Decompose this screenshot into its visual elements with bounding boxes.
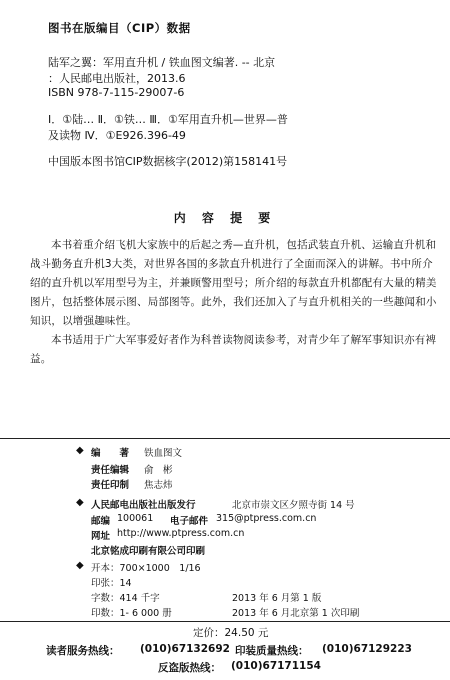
- author-label: 编 著: [91, 448, 130, 459]
- email-value: 315@ptpress.com.cn: [216, 513, 317, 524]
- bullet-icon: ◆: [76, 497, 84, 508]
- piracy-hotline-value: (010)67171154: [231, 660, 321, 672]
- cip-isbn: ISBN 978-7-115-29007-6: [48, 86, 185, 99]
- printing: 2013 年 6 月北京第 1 次印刷: [232, 608, 360, 619]
- cip-record-number: 中国版本图书馆CIP数据核字(2012)第158141号: [48, 155, 288, 168]
- cip-title: 图书在版编目（CIP）数据: [48, 21, 191, 35]
- email-label: 电子邮件: [170, 516, 209, 527]
- word-count: 字数：414 千字: [91, 593, 160, 604]
- website-label: 网址: [91, 531, 111, 542]
- printed-sheets: 印张：14: [91, 578, 132, 589]
- editor-label: 责任编辑: [91, 465, 130, 476]
- postcode-label: 邮编: [91, 516, 111, 527]
- bullet-icon: ◆: [76, 560, 84, 571]
- printer-label: 责任印制: [91, 480, 130, 491]
- author-value: 铁血图文: [144, 448, 183, 459]
- summary-paragraph-1: 本书着重介绍飞机大家族中的后起之秀—直升机，包括武装直升机、运输直升机和战斗勤务直升机3大类，对世界各国的多款直升机进行了全面而深入的讲解。书中所介绍的直升机以军用型号为主，并兼顾警用型号；所介绍的每款直升机都配有大量的精美图片，包括整体展示图、局部图等。此外，我们还加入了与直升机相关的一些趣闻和小知识，以增强趣味性。: [30, 239, 437, 327]
- publisher-name: 人民邮电出版社出版发行: [91, 500, 196, 511]
- service-hotline-label: 读者服务热线：: [46, 645, 120, 657]
- cip-title-line: 陆军之翼：军用直升机 / 铁血图文编著. -- 北京: [48, 56, 276, 69]
- edition: 2013 年 6 月第 1 版: [232, 593, 322, 604]
- summary-paragraph-2: 本书适用于广大军事爱好者作为科普读物阅读参考，对青少年了解军事知识亦有裨益。: [30, 334, 437, 365]
- quality-hotline-label: 印装质量热线：: [235, 645, 309, 657]
- cip-publisher-line: ：人民邮电出版社，2013.6: [48, 72, 186, 85]
- bullet-icon: ◆: [76, 445, 84, 456]
- editor-value: 俞 彬: [144, 465, 173, 476]
- postcode-value: 100061: [117, 513, 154, 524]
- print-house: 北京铭成印刷有限公司印刷: [91, 546, 206, 557]
- cip-classification-line: Ⅰ．①陆… Ⅱ．①铁… Ⅲ．①军用直升机—世界—普: [48, 113, 288, 126]
- piracy-hotline-label: 反盗版热线：: [158, 662, 221, 674]
- website-value: http://www.ptpress.com.cn: [117, 528, 245, 539]
- book-format: 开本：700×1000 1/16: [91, 563, 201, 574]
- print-run: 印数：1- 6 000 册: [91, 608, 172, 619]
- printer-value: 焦志炜: [144, 480, 173, 491]
- divider-bottom: [0, 621, 450, 622]
- quality-hotline-value: (010)67129223: [322, 643, 412, 655]
- divider-top: [0, 438, 450, 439]
- summary-heading: 内 容 提 要: [173, 211, 277, 225]
- service-hotline-value: (010)67132692: [140, 643, 230, 655]
- publisher-address: 北京市崇文区夕照寺街 14 号: [232, 500, 355, 511]
- cip-classification-line-2: 及读物 Ⅳ．①E926.396-49: [48, 129, 186, 142]
- price: 定价：24.50 元: [193, 627, 269, 639]
